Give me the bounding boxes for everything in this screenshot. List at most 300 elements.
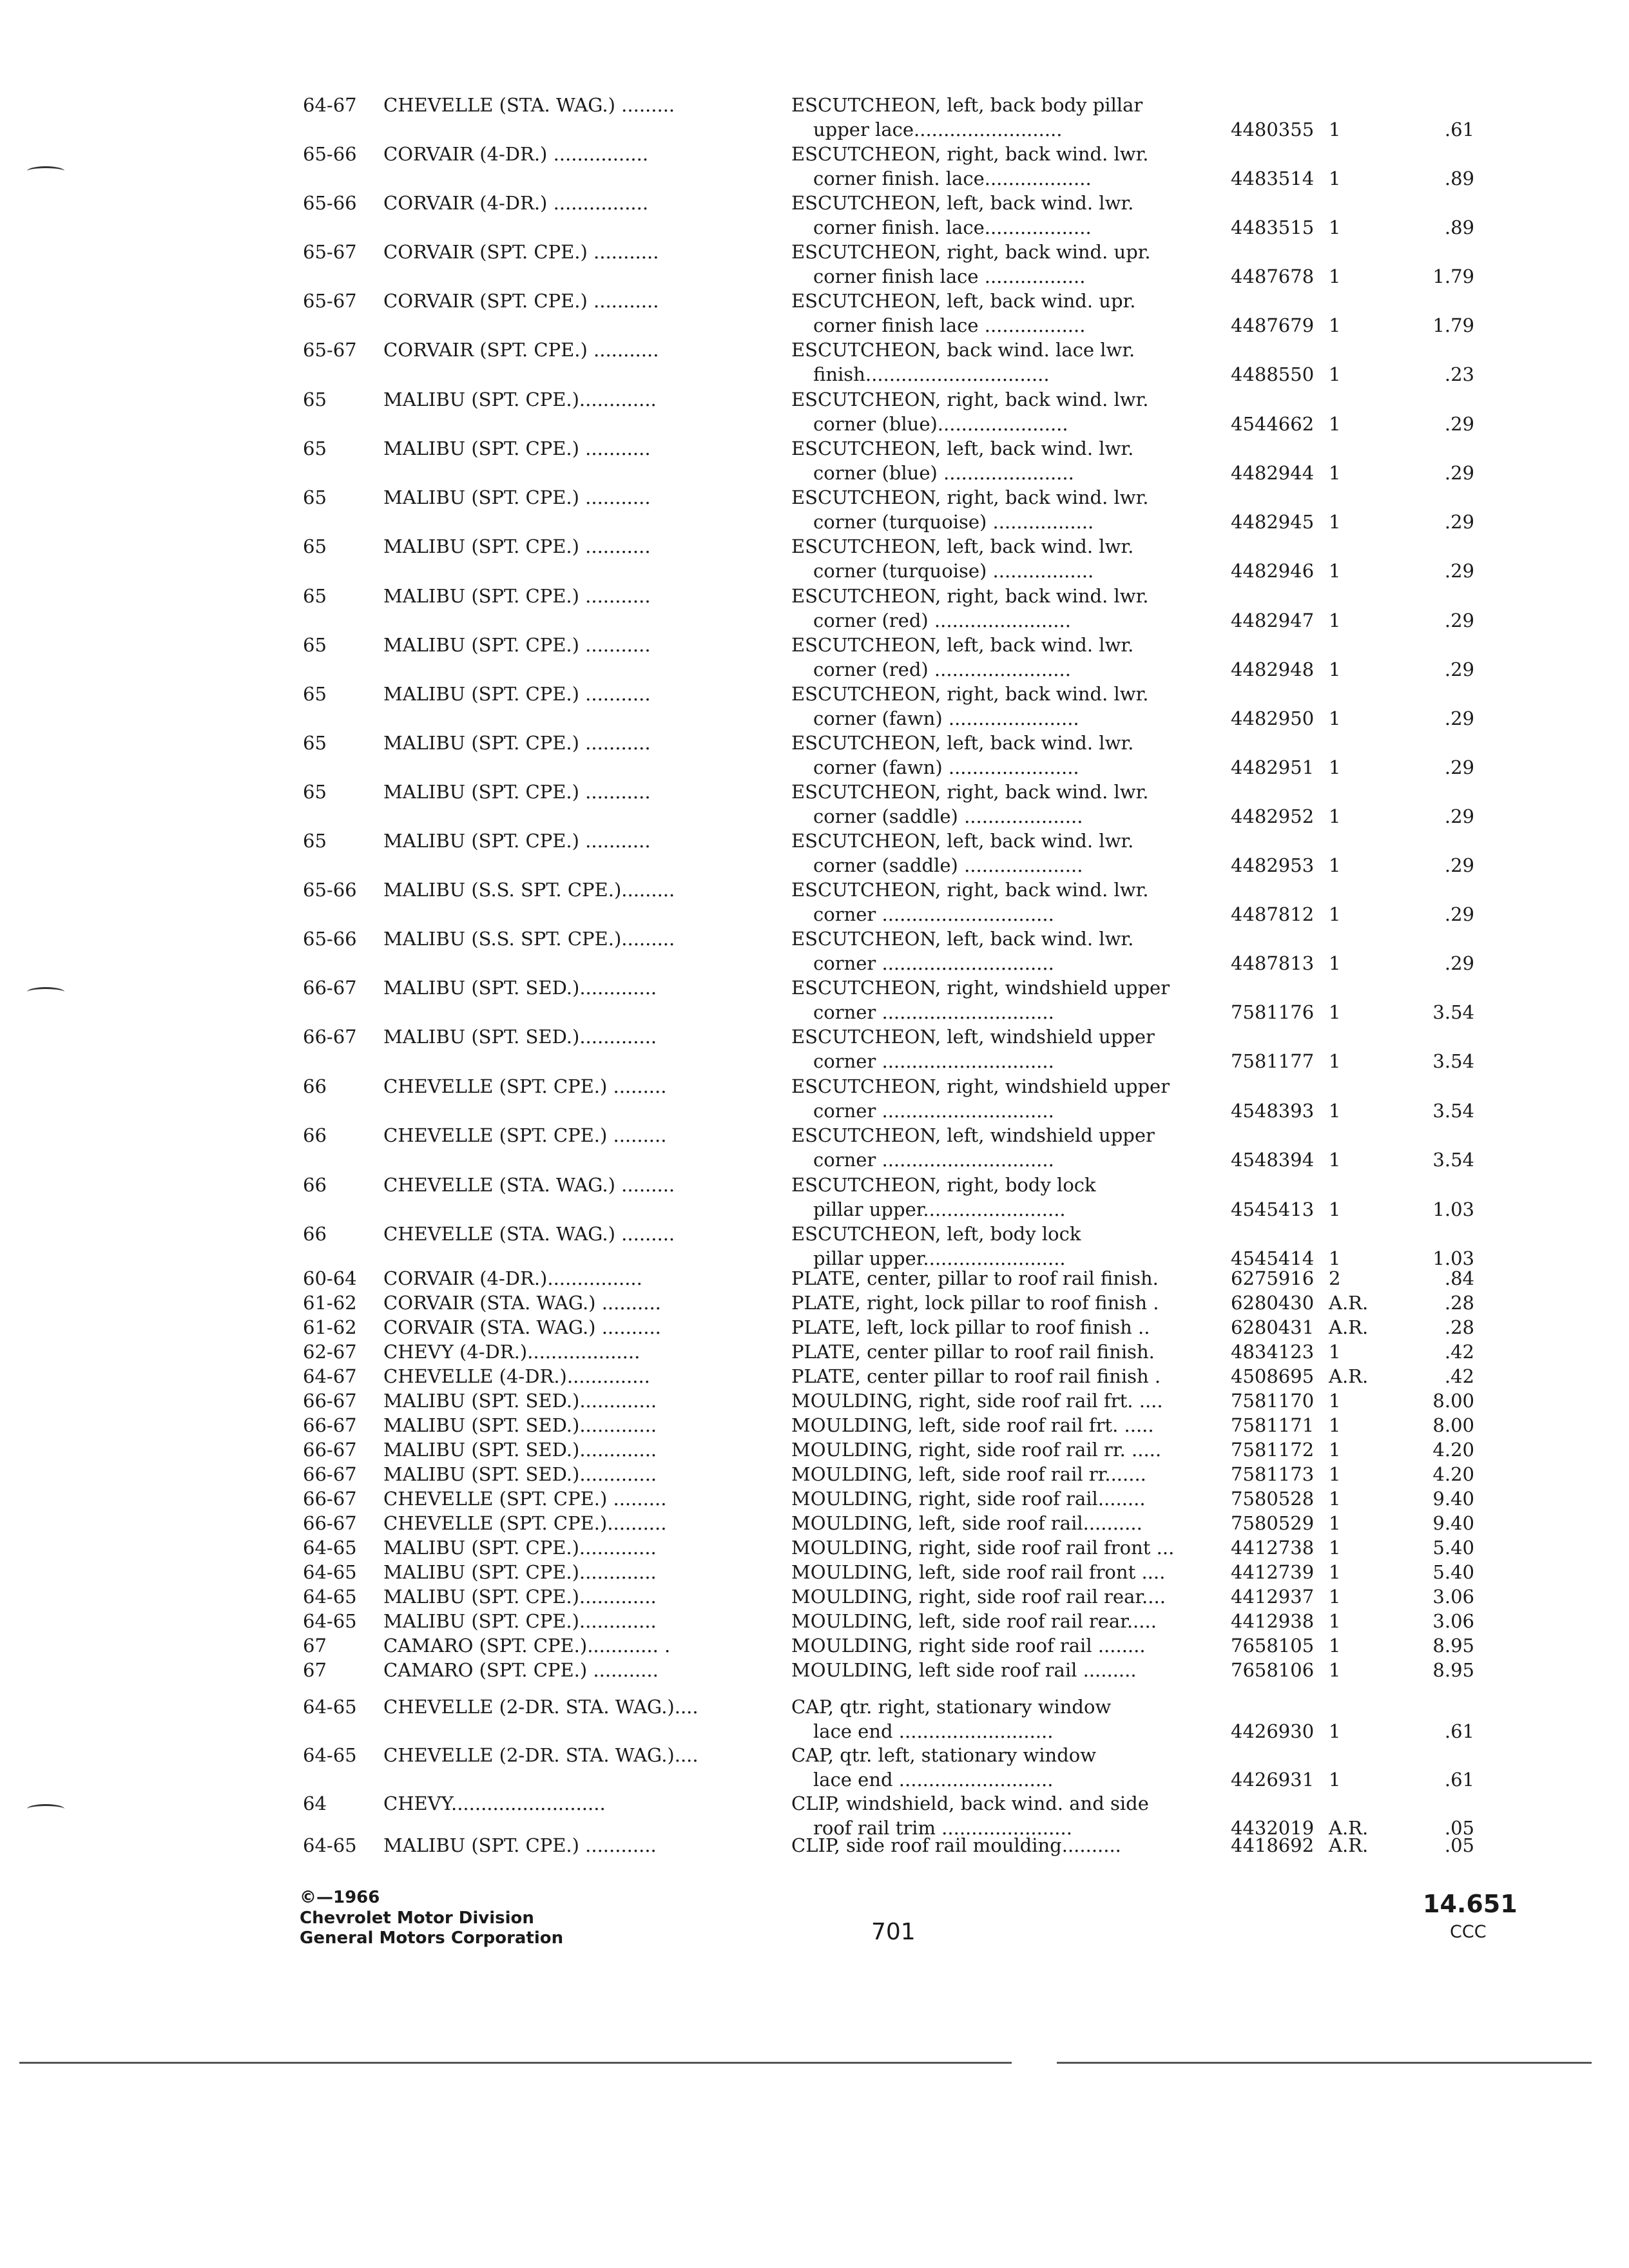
item-years: 64-65 bbox=[303, 1537, 357, 1559]
item-description-cont: corner (turquoise) ................. bbox=[813, 560, 1094, 582]
item-price: 9.40 bbox=[1432, 1512, 1474, 1534]
item-quantity: 1 bbox=[1329, 1001, 1341, 1023]
item-model: MALIBU (S.S. SPT. CPE.)......... bbox=[383, 879, 675, 901]
item-model: MALIBU (SPT. SED.)............. bbox=[383, 1439, 657, 1461]
item-description: ESCUTCHEON, right, windshield upper bbox=[791, 977, 1170, 999]
item-model: CHEVELLE (4-DR.).............. bbox=[383, 1365, 650, 1387]
item-quantity: 1 bbox=[1329, 707, 1341, 729]
item-price: .28 bbox=[1444, 1292, 1474, 1314]
item-years: 65 bbox=[303, 486, 327, 508]
item-price: .42 bbox=[1444, 1365, 1474, 1387]
item-part-number: 4487679 bbox=[1231, 314, 1315, 336]
item-model: CHEVELLE (2-DR. STA. WAG.).... bbox=[383, 1696, 699, 1718]
item-years: 60-64 bbox=[303, 1267, 357, 1289]
item-quantity: 1 bbox=[1329, 1100, 1341, 1122]
corporation-line: General Motors Corporation bbox=[300, 1928, 564, 1948]
item-quantity: 1 bbox=[1329, 1247, 1341, 1269]
item-part-number: 4426930 bbox=[1231, 1720, 1315, 1742]
item-part-number: 7581171 bbox=[1231, 1414, 1315, 1436]
item-description: MOULDING, right, side roof rail rear.... bbox=[791, 1586, 1166, 1608]
item-description-cont: corner (saddle) .................... bbox=[813, 854, 1083, 876]
item-description: PLATE, center, pillar to roof rail finish. bbox=[791, 1267, 1159, 1289]
item-description: CLIP, side roof rail moulding.......... bbox=[791, 1834, 1121, 1856]
item-description-cont: upper lace......................... bbox=[813, 119, 1063, 140]
copyright-line: ©—1966 bbox=[300, 1888, 380, 1907]
item-price: .29 bbox=[1444, 511, 1474, 533]
item-years: 66 bbox=[303, 1075, 327, 1097]
item-years: 66 bbox=[303, 1174, 327, 1196]
item-quantity: 1 bbox=[1329, 168, 1341, 189]
item-quantity: 1 bbox=[1329, 1439, 1341, 1461]
item-years: 67 bbox=[303, 1659, 327, 1681]
item-part-number: 7581177 bbox=[1231, 1050, 1315, 1072]
item-description: MOULDING, left, side roof rail.......... bbox=[791, 1512, 1142, 1534]
item-model: CORVAIR (4-DR.) ................ bbox=[383, 192, 649, 214]
section-number: 14.651 bbox=[1423, 1890, 1518, 1918]
item-model: CHEVY (4-DR.)................... bbox=[383, 1341, 641, 1363]
item-model: CORVAIR (4-DR.) ................ bbox=[383, 143, 649, 165]
item-price: .29 bbox=[1444, 707, 1474, 729]
item-years: 64-65 bbox=[303, 1561, 357, 1583]
punch-hole-mark bbox=[27, 1804, 64, 1814]
item-price: .29 bbox=[1444, 805, 1474, 827]
item-quantity: 1 bbox=[1329, 1050, 1341, 1072]
item-years: 65-67 bbox=[303, 290, 357, 312]
item-price: .29 bbox=[1444, 413, 1474, 435]
item-description: MOULDING, left, side roof rail front .... bbox=[791, 1561, 1166, 1583]
item-model: CHEVELLE (2-DR. STA. WAG.).... bbox=[383, 1744, 699, 1766]
item-description: MOULDING, left, side roof rail rear..... bbox=[791, 1610, 1157, 1632]
item-quantity: A.R. bbox=[1329, 1834, 1369, 1856]
item-years: 66-67 bbox=[303, 1512, 357, 1534]
item-years: 65-66 bbox=[303, 192, 357, 214]
item-description: PLATE, center pillar to roof rail finish . bbox=[791, 1365, 1161, 1387]
item-description: CLIP, windshield, back wind. and side bbox=[791, 1792, 1149, 1814]
item-model: MALIBU (SPT. CPE.)............. bbox=[383, 1561, 657, 1583]
item-part-number: 7658106 bbox=[1231, 1659, 1315, 1681]
item-part-number: 6275916 bbox=[1231, 1267, 1315, 1289]
punch-hole-mark bbox=[27, 166, 64, 176]
item-part-number: 4418692 bbox=[1231, 1834, 1315, 1856]
item-part-number: 4482946 bbox=[1231, 560, 1315, 582]
item-quantity: 1 bbox=[1329, 265, 1341, 287]
item-price: .29 bbox=[1444, 903, 1474, 925]
item-price: .61 bbox=[1444, 1720, 1474, 1742]
item-model: MALIBU (SPT. CPE.)............. bbox=[383, 1610, 657, 1632]
item-description-cont: corner ............................. bbox=[813, 952, 1054, 974]
item-years: 65 bbox=[303, 389, 327, 410]
item-price: .29 bbox=[1444, 952, 1474, 974]
item-years: 65-66 bbox=[303, 928, 357, 950]
item-part-number: 4487678 bbox=[1231, 265, 1315, 287]
item-description: ESCUTCHEON, left, back wind. lwr. bbox=[791, 732, 1134, 754]
item-price: .05 bbox=[1444, 1817, 1474, 1839]
item-years: 65 bbox=[303, 437, 327, 459]
item-description-cont: corner (turquoise) ................. bbox=[813, 511, 1094, 533]
item-quantity: 1 bbox=[1329, 1149, 1341, 1171]
item-part-number: 4412738 bbox=[1231, 1537, 1315, 1559]
item-part-number: 4482953 bbox=[1231, 854, 1315, 876]
item-description-cont: corner ............................. bbox=[813, 1001, 1054, 1023]
item-description: ESCUTCHEON, left, back wind. upr. bbox=[791, 290, 1136, 312]
item-years: 67 bbox=[303, 1635, 327, 1657]
item-description-cont: corner ............................. bbox=[813, 1100, 1054, 1122]
item-description-cont: corner ............................. bbox=[813, 903, 1054, 925]
item-model: MALIBU (SPT. CPE.) ........... bbox=[383, 634, 651, 656]
item-description-cont: roof rail trim ...................... bbox=[813, 1817, 1072, 1839]
item-model: MALIBU (SPT. CPE.) ........... bbox=[383, 683, 651, 705]
item-price: .84 bbox=[1444, 1267, 1474, 1289]
item-part-number: 4482944 bbox=[1231, 462, 1315, 484]
item-years: 64-65 bbox=[303, 1744, 357, 1766]
item-description: CAP, qtr. right, stationary window bbox=[791, 1696, 1112, 1718]
item-part-number: 4412739 bbox=[1231, 1561, 1315, 1583]
item-model: CHEVELLE (SPT. CPE.) ......... bbox=[383, 1075, 667, 1097]
item-model: MALIBU (SPT. CPE.)............. bbox=[383, 1537, 657, 1559]
item-years: 64-65 bbox=[303, 1586, 357, 1608]
item-price: 3.54 bbox=[1432, 1001, 1474, 1023]
item-model: CAMARO (SPT. CPE.) ........... bbox=[383, 1659, 659, 1681]
item-description: PLATE, left, lock pillar to roof finish .. bbox=[791, 1316, 1150, 1338]
item-model: CHEVELLE (SPT. CPE.) ......... bbox=[383, 1488, 667, 1510]
item-price: .28 bbox=[1444, 1316, 1474, 1338]
item-description-cont: corner finish lace ................. bbox=[813, 265, 1086, 287]
item-description: ESCUTCHEON, left, back wind. lwr. bbox=[791, 192, 1134, 214]
item-quantity: 1 bbox=[1329, 1769, 1341, 1791]
item-description: ESCUTCHEON, right, back wind. lwr. bbox=[791, 143, 1149, 165]
item-description-cont: corner ............................. bbox=[813, 1149, 1054, 1171]
item-quantity: 1 bbox=[1329, 1414, 1341, 1436]
item-model: CORVAIR (4-DR.)................ bbox=[383, 1267, 642, 1289]
item-price: 8.00 bbox=[1432, 1390, 1474, 1412]
item-quantity: 1 bbox=[1329, 1720, 1341, 1742]
item-quantity: 1 bbox=[1329, 363, 1341, 385]
item-quantity: 1 bbox=[1329, 1390, 1341, 1412]
item-description: ESCUTCHEON, left, back wind. lwr. bbox=[791, 830, 1134, 852]
item-model: CHEVELLE (STA. WAG.) ......... bbox=[383, 1223, 675, 1245]
item-model: MALIBU (SPT. CPE.)............. bbox=[383, 389, 657, 410]
item-part-number: 4544662 bbox=[1231, 413, 1315, 435]
item-model: CHEVY.......................... bbox=[383, 1792, 606, 1814]
item-quantity: 1 bbox=[1329, 610, 1341, 631]
item-quantity: 1 bbox=[1329, 560, 1341, 582]
item-description-cont: corner (blue)...................... bbox=[813, 413, 1068, 435]
item-part-number: 4548393 bbox=[1231, 1100, 1315, 1122]
item-part-number: 4487812 bbox=[1231, 903, 1315, 925]
item-model: CAMARO (SPT. CPE.)............ . bbox=[383, 1635, 671, 1657]
item-years: 66-67 bbox=[303, 1439, 357, 1461]
item-part-number: 7581170 bbox=[1231, 1390, 1315, 1412]
item-quantity: 1 bbox=[1329, 119, 1341, 140]
item-quantity: 1 bbox=[1329, 1488, 1341, 1510]
item-description: ESCUTCHEON, back wind. lace lwr. bbox=[791, 339, 1135, 361]
item-price: 8.00 bbox=[1432, 1414, 1474, 1436]
item-part-number: 4432019 bbox=[1231, 1817, 1315, 1839]
item-description: ESCUTCHEON, left, back wind. lwr. bbox=[791, 928, 1134, 950]
item-description: ESCUTCHEON, right, back wind. upr. bbox=[791, 241, 1151, 263]
item-model: MALIBU (SPT. CPE.)............. bbox=[383, 1586, 657, 1608]
item-price: 8.95 bbox=[1432, 1659, 1474, 1681]
division-line: Chevrolet Motor Division bbox=[300, 1908, 534, 1928]
item-years: 64-65 bbox=[303, 1834, 357, 1856]
item-price: .89 bbox=[1444, 168, 1474, 189]
item-part-number: 4482951 bbox=[1231, 756, 1315, 778]
item-years: 66-67 bbox=[303, 977, 357, 999]
rule-left bbox=[19, 2062, 1012, 2064]
item-model: CORVAIR (SPT. CPE.) ........... bbox=[383, 339, 659, 361]
item-part-number: 7581173 bbox=[1231, 1463, 1315, 1485]
item-quantity: 1 bbox=[1329, 952, 1341, 974]
item-years: 65 bbox=[303, 535, 327, 557]
item-price: 4.20 bbox=[1432, 1463, 1474, 1485]
item-price: 3.06 bbox=[1432, 1610, 1474, 1632]
item-quantity: 1 bbox=[1329, 413, 1341, 435]
item-price: 3.54 bbox=[1432, 1149, 1474, 1171]
item-years: 64-65 bbox=[303, 1696, 357, 1718]
item-model: CORVAIR (SPT. CPE.) ........... bbox=[383, 290, 659, 312]
item-description-cont: lace end .......................... bbox=[813, 1769, 1054, 1791]
item-years: 66-67 bbox=[303, 1463, 357, 1485]
item-quantity: 1 bbox=[1329, 1586, 1341, 1608]
item-part-number: 4545413 bbox=[1231, 1198, 1315, 1220]
item-model: MALIBU (SPT. SED.)............. bbox=[383, 1414, 657, 1436]
item-model: MALIBU (SPT. CPE.) ........... bbox=[383, 486, 651, 508]
item-model: MALIBU (SPT. SED.)............. bbox=[383, 977, 657, 999]
item-quantity: 1 bbox=[1329, 658, 1341, 680]
item-description-cont: corner (red) ....................... bbox=[813, 658, 1071, 680]
item-model: MALIBU (SPT. CPE.) ........... bbox=[383, 830, 651, 852]
item-model: MALIBU (SPT. SED.)............. bbox=[383, 1463, 657, 1485]
item-part-number: 7580529 bbox=[1231, 1512, 1315, 1534]
item-quantity: 1 bbox=[1329, 903, 1341, 925]
item-part-number: 4508695 bbox=[1231, 1365, 1315, 1387]
item-quantity: 1 bbox=[1329, 1561, 1341, 1583]
item-years: 65-66 bbox=[303, 143, 357, 165]
item-years: 65-67 bbox=[303, 241, 357, 263]
item-description: MOULDING, left side roof rail ......... bbox=[791, 1659, 1137, 1681]
item-quantity: A.R. bbox=[1329, 1817, 1369, 1839]
item-model: MALIBU (S.S. SPT. CPE.)......... bbox=[383, 928, 675, 950]
item-price: .29 bbox=[1444, 756, 1474, 778]
item-description: ESCUTCHEON, right, back wind. lwr. bbox=[791, 585, 1149, 607]
item-quantity: 1 bbox=[1329, 462, 1341, 484]
item-part-number: 7581176 bbox=[1231, 1001, 1315, 1023]
item-part-number: 4412938 bbox=[1231, 1610, 1315, 1632]
item-description: CAP, qtr. left, stationary window bbox=[791, 1744, 1097, 1766]
item-description: ESCUTCHEON, right, back wind. lwr. bbox=[791, 389, 1149, 410]
page-number: 701 bbox=[871, 1919, 916, 1945]
item-years: 62-67 bbox=[303, 1341, 357, 1363]
item-description: ESCUTCHEON, left, back body pillar bbox=[791, 94, 1143, 116]
item-part-number: 6280430 bbox=[1231, 1292, 1315, 1314]
item-quantity: 1 bbox=[1329, 854, 1341, 876]
item-years: 66 bbox=[303, 1223, 327, 1245]
item-description: MOULDING, right, side roof rail........ bbox=[791, 1488, 1146, 1510]
item-years: 66 bbox=[303, 1124, 327, 1146]
item-price: 3.54 bbox=[1432, 1050, 1474, 1072]
item-price: 5.40 bbox=[1432, 1537, 1474, 1559]
item-description-cont: corner (blue) ...................... bbox=[813, 462, 1074, 484]
item-quantity: 1 bbox=[1329, 805, 1341, 827]
item-description: ESCUTCHEON, left, back wind. lwr. bbox=[791, 634, 1134, 656]
item-description-cont: corner (red) ....................... bbox=[813, 610, 1071, 631]
item-description-cont: corner ............................. bbox=[813, 1050, 1054, 1072]
item-years: 61-62 bbox=[303, 1292, 357, 1314]
item-price: .23 bbox=[1444, 363, 1474, 385]
item-model: MALIBU (SPT. CPE.) ............ bbox=[383, 1834, 657, 1856]
item-model: MALIBU (SPT. CPE.) ........... bbox=[383, 585, 651, 607]
item-years: 66-67 bbox=[303, 1488, 357, 1510]
item-description: ESCUTCHEON, right, back wind. lwr. bbox=[791, 486, 1149, 508]
item-description: MOULDING, right, side roof rail rr. ..... bbox=[791, 1439, 1162, 1461]
item-price: 3.54 bbox=[1432, 1100, 1474, 1122]
item-description: MOULDING, left, side roof rail frt. ..... bbox=[791, 1414, 1154, 1436]
item-part-number: 4482948 bbox=[1231, 658, 1315, 680]
item-years: 66-67 bbox=[303, 1390, 357, 1412]
item-part-number: 4482947 bbox=[1231, 610, 1315, 631]
item-quantity: A.R. bbox=[1329, 1316, 1369, 1338]
item-years: 65 bbox=[303, 732, 327, 754]
item-years: 64-65 bbox=[303, 1610, 357, 1632]
item-quantity: 2 bbox=[1329, 1267, 1341, 1289]
item-part-number: 4545414 bbox=[1231, 1247, 1315, 1269]
item-part-number: 6280431 bbox=[1231, 1316, 1315, 1338]
item-part-number: 4487813 bbox=[1231, 952, 1315, 974]
item-price: 9.40 bbox=[1432, 1488, 1474, 1510]
item-description-cont: finish............................... bbox=[813, 363, 1050, 385]
item-years: 65 bbox=[303, 830, 327, 852]
item-quantity: A.R. bbox=[1329, 1292, 1369, 1314]
item-price: .89 bbox=[1444, 216, 1474, 238]
item-quantity: 1 bbox=[1329, 1610, 1341, 1632]
item-price: .29 bbox=[1444, 560, 1474, 582]
rule-right bbox=[1057, 2062, 1592, 2064]
item-quantity: 1 bbox=[1329, 216, 1341, 238]
item-price: 4.20 bbox=[1432, 1439, 1474, 1461]
item-description: ESCUTCHEON, left, back wind. lwr. bbox=[791, 437, 1134, 459]
item-price: 8.95 bbox=[1432, 1635, 1474, 1657]
item-years: 61-62 bbox=[303, 1316, 357, 1338]
item-quantity: 1 bbox=[1329, 314, 1341, 336]
item-part-number: 4548394 bbox=[1231, 1149, 1315, 1171]
item-price: .29 bbox=[1444, 658, 1474, 680]
item-part-number: 4480355 bbox=[1231, 119, 1315, 140]
item-part-number: 7581172 bbox=[1231, 1439, 1315, 1461]
item-price: .29 bbox=[1444, 462, 1474, 484]
item-description: PLATE, right, lock pillar to roof finish . bbox=[791, 1292, 1159, 1314]
item-part-number: 4482945 bbox=[1231, 511, 1315, 533]
item-quantity: 1 bbox=[1329, 1463, 1341, 1485]
item-description: ESCUTCHEON, right, body lock bbox=[791, 1174, 1096, 1196]
item-model: CORVAIR (STA. WAG.) .......... bbox=[383, 1316, 661, 1338]
item-quantity: 1 bbox=[1329, 1198, 1341, 1220]
punch-hole-mark bbox=[27, 987, 64, 997]
item-part-number: 4483515 bbox=[1231, 216, 1315, 238]
item-description-cont: pillar upper........................ bbox=[813, 1247, 1066, 1269]
item-years: 64-67 bbox=[303, 94, 357, 116]
item-years: 65 bbox=[303, 585, 327, 607]
item-model: CHEVELLE (SPT. CPE.) ......... bbox=[383, 1124, 667, 1146]
item-model: CHEVELLE (STA. WAG.) ......... bbox=[383, 94, 675, 116]
item-model: CHEVELLE (STA. WAG.) ......... bbox=[383, 1174, 675, 1196]
item-part-number: 4482952 bbox=[1231, 805, 1315, 827]
item-price: .42 bbox=[1444, 1341, 1474, 1363]
item-price: 3.06 bbox=[1432, 1586, 1474, 1608]
item-description: ESCUTCHEON, right, back wind. lwr. bbox=[791, 879, 1149, 901]
item-price: .61 bbox=[1444, 1769, 1474, 1791]
item-price: .29 bbox=[1444, 854, 1474, 876]
item-price: .29 bbox=[1444, 610, 1474, 631]
item-price: .61 bbox=[1444, 119, 1474, 140]
item-description: ESCUTCHEON, left, windshield upper bbox=[791, 1124, 1155, 1146]
item-years: 65 bbox=[303, 683, 327, 705]
item-years: 64 bbox=[303, 1792, 327, 1814]
item-quantity: 1 bbox=[1329, 1341, 1341, 1363]
item-part-number: 7658105 bbox=[1231, 1635, 1315, 1657]
item-quantity: 1 bbox=[1329, 1537, 1341, 1559]
item-price: 1.03 bbox=[1432, 1198, 1474, 1220]
item-part-number: 4488550 bbox=[1231, 363, 1315, 385]
item-part-number: 4482950 bbox=[1231, 707, 1315, 729]
item-description: ESCUTCHEON, right, back wind. lwr. bbox=[791, 781, 1149, 803]
item-price: 1.79 bbox=[1432, 314, 1474, 336]
item-price: 5.40 bbox=[1432, 1561, 1474, 1583]
item-quantity: 1 bbox=[1329, 1635, 1341, 1657]
item-description: MOULDING, right, side roof rail frt. .... bbox=[791, 1390, 1163, 1412]
item-quantity: 1 bbox=[1329, 1512, 1341, 1534]
item-price: 1.03 bbox=[1432, 1247, 1474, 1269]
item-model: MALIBU (SPT. CPE.) ........... bbox=[383, 781, 651, 803]
item-description-cont: corner (fawn) ...................... bbox=[813, 756, 1079, 778]
item-description: MOULDING, right, side roof rail front ... bbox=[791, 1537, 1175, 1559]
item-description-cont: corner (fawn) ...................... bbox=[813, 707, 1079, 729]
item-price: 1.79 bbox=[1432, 265, 1474, 287]
item-years: 65-67 bbox=[303, 339, 357, 361]
item-description: ESCUTCHEON, left, back wind. lwr. bbox=[791, 535, 1134, 557]
item-years: 65 bbox=[303, 634, 327, 656]
item-quantity: A.R. bbox=[1329, 1365, 1369, 1387]
item-part-number: 7580528 bbox=[1231, 1488, 1315, 1510]
catalog-code: CCC bbox=[1450, 1922, 1487, 1942]
item-description-cont: corner finish. lace.................. bbox=[813, 216, 1092, 238]
item-description-cont: corner finish lace ................. bbox=[813, 314, 1086, 336]
item-years: 66-67 bbox=[303, 1026, 357, 1048]
item-description-cont: pillar upper........................ bbox=[813, 1198, 1066, 1220]
item-quantity: 1 bbox=[1329, 1659, 1341, 1681]
item-quantity: 1 bbox=[1329, 511, 1341, 533]
item-part-number: 4426931 bbox=[1231, 1769, 1315, 1791]
item-model: CHEVELLE (SPT. CPE.).......... bbox=[383, 1512, 667, 1534]
item-description: ESCUTCHEON, right, windshield upper bbox=[791, 1075, 1170, 1097]
item-years: 66-67 bbox=[303, 1414, 357, 1436]
item-description-cont: lace end .......................... bbox=[813, 1720, 1054, 1742]
item-price: .05 bbox=[1444, 1834, 1474, 1856]
item-description-cont: corner finish. lace.................. bbox=[813, 168, 1092, 189]
item-years: 65 bbox=[303, 781, 327, 803]
item-model: MALIBU (SPT. CPE.) ........... bbox=[383, 732, 651, 754]
item-years: 64-67 bbox=[303, 1365, 357, 1387]
item-description: ESCUTCHEON, left, windshield upper bbox=[791, 1026, 1155, 1048]
item-model: CORVAIR (STA. WAG.) .......... bbox=[383, 1292, 661, 1314]
item-model: MALIBU (SPT. SED.)............. bbox=[383, 1026, 657, 1048]
item-description: ESCUTCHEON, right, back wind. lwr. bbox=[791, 683, 1149, 705]
item-part-number: 4834123 bbox=[1231, 1341, 1315, 1363]
item-description: PLATE, center pillar to roof rail finish. bbox=[791, 1341, 1155, 1363]
item-description-cont: corner (saddle) .................... bbox=[813, 805, 1083, 827]
item-part-number: 4483514 bbox=[1231, 168, 1315, 189]
item-description: MOULDING, left, side roof rail rr....... bbox=[791, 1463, 1146, 1485]
item-model: CORVAIR (SPT. CPE.) ........... bbox=[383, 241, 659, 263]
